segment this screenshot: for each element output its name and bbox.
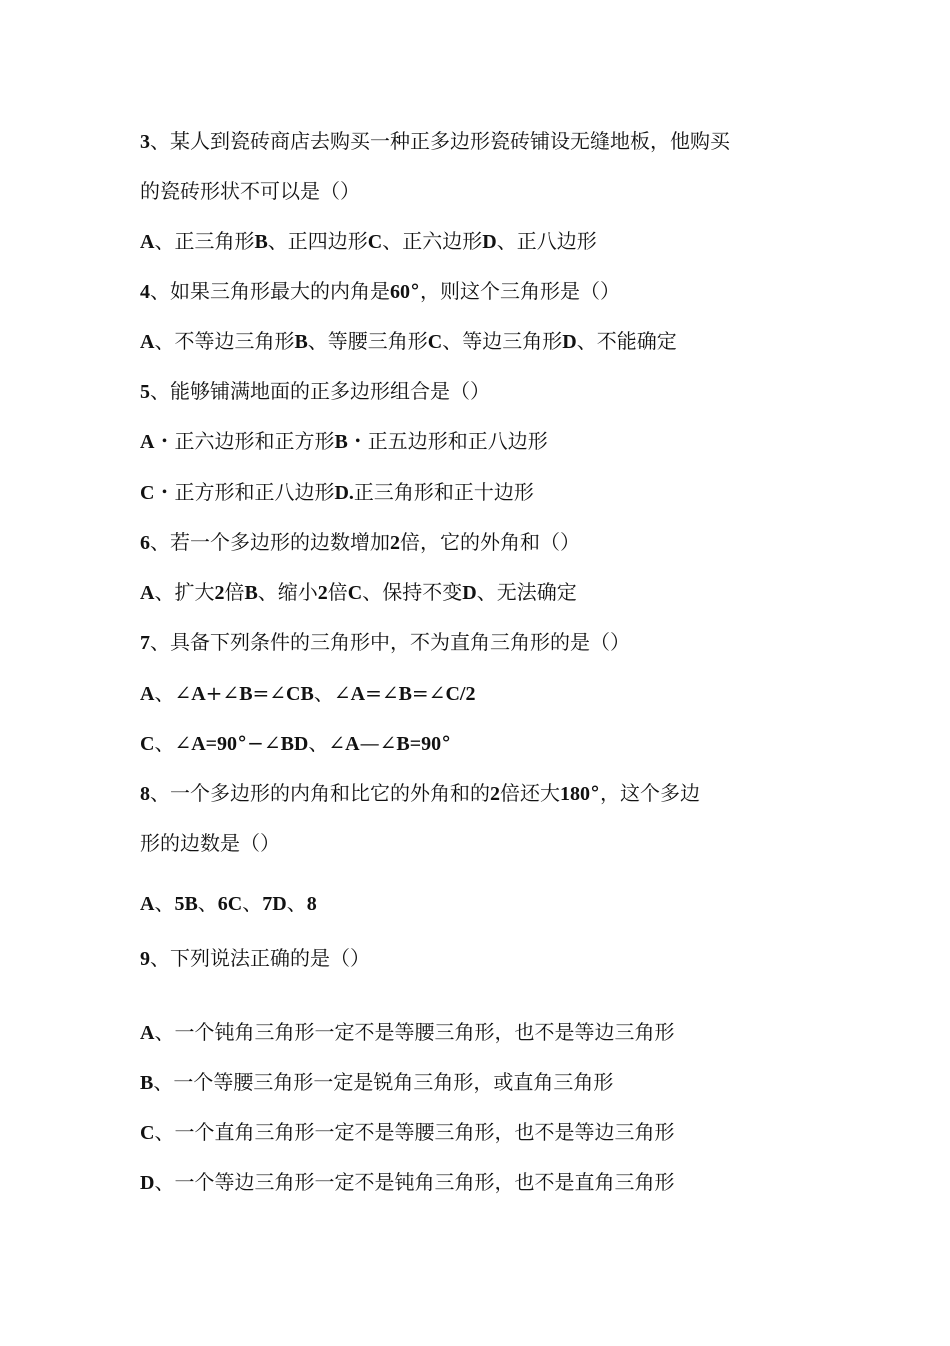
text-run: 、下列说法正确的是（）: [150, 946, 370, 970]
bold-text-run: 6C: [217, 893, 243, 915]
text-run: —∠: [359, 731, 397, 755]
text-run: 、某人到瓷砖商店去购买一种正多边形瓷砖铺设无缝地板，他购买: [150, 129, 730, 153]
bold-text-run: 2: [390, 532, 400, 554]
question-9-option-c: [140, 1118, 820, 1147]
text-run: 、能够铺满地面的正多边形组合是（）: [150, 379, 490, 403]
question-8-options: [140, 889, 820, 918]
question-5-options-ab: [140, 427, 820, 456]
question-6-stem: [140, 528, 820, 557]
text-run: 、若一个多边形的边数增加: [150, 530, 390, 554]
bold-text-run: D: [562, 331, 577, 353]
text-run: 正三角形和正十边形: [353, 480, 534, 504]
bold-text-run: A: [140, 582, 155, 604]
question-8-stem-line-2: [140, 829, 820, 857]
bold-text-run: A: [140, 331, 155, 353]
bold-text-run: B: [254, 231, 268, 253]
bold-text-run: C: [347, 582, 363, 604]
question-9-stem: [140, 944, 820, 973]
text-run: °，则这个三角形是（）: [410, 279, 620, 303]
text-run: 、正八边形: [496, 229, 597, 253]
text-run: 、正四边形: [267, 229, 368, 253]
bold-text-run: B: [398, 683, 412, 705]
bold-text-run: C: [140, 1122, 155, 1144]
bold-text-run: 9: [140, 948, 150, 970]
text-run: 、保持不变: [362, 580, 463, 604]
text-run: 形的边数是（）: [140, 831, 280, 855]
bold-text-run: A: [140, 893, 155, 915]
bold-text-run: 2: [317, 582, 328, 604]
bold-text-run: 2: [214, 582, 225, 604]
text-run: 、∠: [154, 681, 192, 705]
text-run: °: [441, 731, 452, 755]
text-run: 、∠: [308, 731, 346, 755]
bold-text-run: 7D: [262, 893, 287, 915]
question-5-stem: [140, 377, 820, 406]
bold-text-run: A: [140, 1022, 155, 1044]
bold-text-run: C: [427, 331, 443, 353]
text-run: 的瓷砖形状不可以是（）: [140, 179, 360, 203]
text-run: 倍还大: [500, 781, 560, 805]
text-run: +∠: [205, 681, 240, 705]
question-7-options-cd: [140, 729, 820, 758]
bold-text-run: A: [350, 683, 366, 705]
bold-text-run: 8: [140, 783, 150, 805]
bold-text-run: B: [244, 582, 258, 604]
question-4-options: [140, 327, 820, 356]
question-3-stem-line-1: [140, 127, 820, 156]
text-run: =∠: [411, 681, 446, 705]
bold-text-run: A=90: [191, 733, 238, 755]
question-5-options-cd: [140, 478, 820, 507]
text-run: 、扩大: [154, 580, 215, 604]
question-6-options: [140, 578, 820, 607]
question-3-options: [140, 227, 820, 256]
question-4-stem: [140, 277, 820, 306]
text-run: 、: [242, 891, 263, 915]
question-3-stem-line-2: [140, 177, 820, 205]
bold-text-run: A: [140, 431, 155, 453]
bold-text-run: 4: [140, 281, 150, 303]
bold-text-run: 2: [490, 783, 500, 805]
question-8-stem-line-1: [140, 779, 820, 808]
bold-text-run: A: [140, 231, 155, 253]
text-run: 、如果三角形最大的内角是: [150, 279, 390, 303]
text-run: ・正六边形和正方形: [154, 429, 335, 453]
text-run: 、一个多边形的内角和比它的外角和的: [150, 781, 490, 805]
question-9-option-d: [140, 1168, 820, 1197]
text-run: 、具备下列条件的三角形中，不为直角三角形的是（）: [150, 630, 630, 654]
bold-text-run: C: [140, 482, 155, 504]
bold-text-run: B=90: [396, 733, 442, 755]
bold-text-run: A: [345, 733, 360, 755]
text-run: 、: [154, 891, 175, 915]
bold-text-run: D: [140, 1172, 155, 1194]
text-run: 、不等边三角形: [154, 329, 295, 353]
text-run: 、等边三角形: [442, 329, 563, 353]
bold-text-run: 5: [140, 381, 150, 403]
bold-text-run: D: [482, 231, 497, 253]
text-run: 、一个钝角三角形一定不是等腰三角形，也不是等边三角形: [154, 1020, 675, 1044]
bold-text-run: CB: [286, 683, 314, 705]
text-run: 、: [197, 891, 218, 915]
text-run: 、正三角形: [154, 229, 255, 253]
question-7-stem: [140, 628, 820, 657]
bold-text-run: A: [191, 683, 206, 705]
text-run: 、一个直角三角形一定不是等腰三角形，也不是等边三角形: [154, 1120, 675, 1144]
bold-text-run: D: [462, 582, 477, 604]
bold-text-run: 6: [140, 532, 150, 554]
bold-text-run: A: [140, 683, 155, 705]
text-run: =∠: [252, 681, 287, 705]
text-run: 、等腰三角形: [307, 329, 428, 353]
text-run: 、无法确定: [476, 580, 577, 604]
bold-text-run: 60: [390, 281, 410, 303]
bold-text-run: D.: [334, 482, 354, 504]
text-run: 、∠: [154, 731, 192, 755]
text-run: =∠: [365, 681, 399, 705]
bold-text-run: 7: [140, 632, 150, 654]
bold-text-run: C: [140, 733, 155, 755]
text-run: 、: [286, 891, 307, 915]
question-9-option-b: [140, 1068, 820, 1097]
bold-text-run: B: [294, 331, 308, 353]
text-run: °，这个多边: [590, 781, 700, 805]
bold-text-run: C/2: [445, 683, 476, 705]
text-run: ・正方形和正八边形: [154, 480, 335, 504]
text-run: 、不能确定: [576, 329, 677, 353]
bold-text-run: BD: [280, 733, 309, 755]
bold-text-run: B: [334, 431, 348, 453]
text-run: 倍，它的外角和（）: [400, 530, 580, 554]
bold-text-run: B: [140, 1072, 154, 1094]
text-run: °−∠: [237, 731, 281, 755]
text-run: 、正六边形: [382, 229, 483, 253]
bold-text-run: 8: [306, 893, 317, 915]
text-run: 、∠: [313, 681, 351, 705]
text-run: 、缩小: [257, 580, 318, 604]
text-run: 倍: [327, 580, 348, 604]
question-7-options-ab: [140, 679, 820, 708]
text-run: ・正五边形和正八边形: [347, 429, 548, 453]
text-run: 、一个等腰三角形一定是锐角三角形，或直角三角形: [153, 1070, 614, 1094]
bold-text-run: 5B: [174, 893, 198, 915]
bold-text-run: B: [239, 683, 253, 705]
text-run: 倍: [224, 580, 245, 604]
question-9-option-a: [140, 1018, 820, 1047]
bold-text-run: 180: [560, 783, 590, 805]
text-run: 、一个等边三角形一定不是钝角三角形，也不是直角三角形: [154, 1170, 675, 1194]
bold-text-run: 3: [140, 131, 150, 153]
bold-text-run: C: [367, 231, 383, 253]
